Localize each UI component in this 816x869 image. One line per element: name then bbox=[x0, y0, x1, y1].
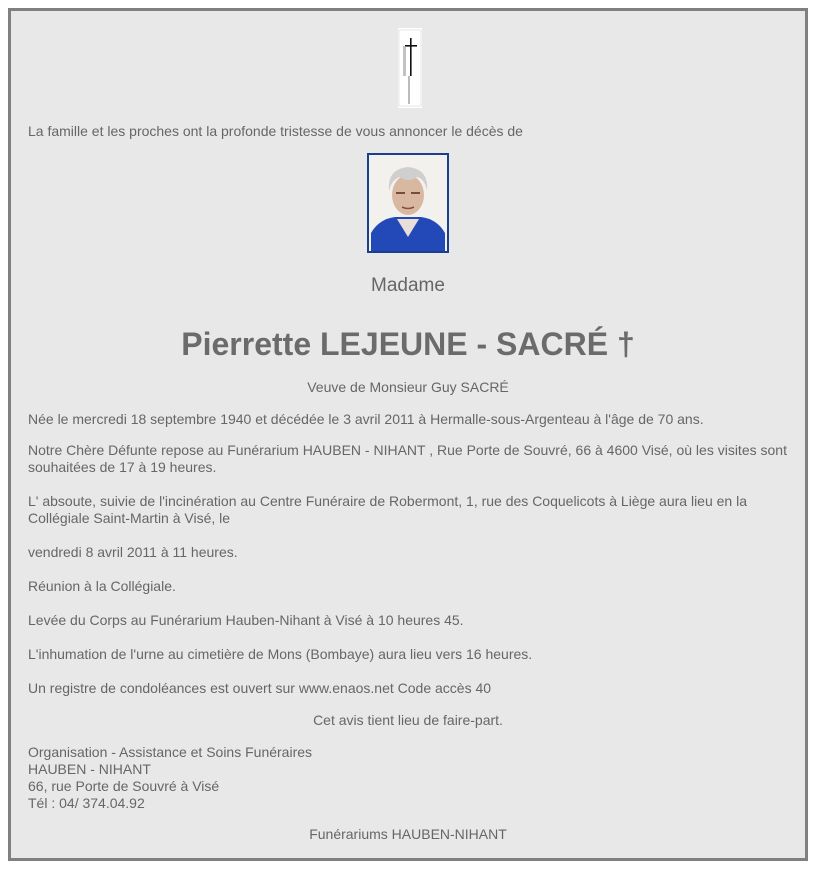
organisation-address: 66, rue Porte de Souvré à Visé bbox=[28, 778, 220, 794]
portrait-photo bbox=[367, 153, 449, 253]
obituary-card bbox=[8, 8, 808, 861]
honorific: Madame bbox=[371, 275, 445, 296]
widow-of: Veuve de Monsieur Guy SACRÉ bbox=[307, 379, 509, 395]
absoute-text: L' absoute, suivie de l'incinération au Centre Funéraire de Robermont, 1, rue des Coquelicots à Liège aura lieu en la Collégiale Saint-Martin à Visé, le bbox=[28, 493, 748, 526]
cross-logo bbox=[398, 28, 422, 108]
birth-death-text: Née le mercredi 18 septembre 1940 et décédée le 3 avril 2011 à Hermalle-sous-Argenteau à l'âge de 70 ans. bbox=[28, 411, 704, 427]
organisation-name: HAUBEN - NIHANT bbox=[28, 761, 151, 777]
faire-part-note: Cet avis tient lieu de faire-part. bbox=[313, 712, 503, 728]
ceremony-date-text: vendredi 8 avril 2011 à 11 heures. bbox=[28, 544, 238, 560]
portrait-image bbox=[369, 155, 447, 251]
rest-place-text: Notre Chère Défunte repose au Funérarium HAUBEN - NIHANT , Rue Porte de Souvré, 66 à 4600 Visé, où les visites sont souhaitées de 17 à 19 heures. bbox=[28, 442, 787, 475]
cross-icon bbox=[398, 28, 422, 108]
organisation-phone: Tél : 04/ 374.04.92 bbox=[28, 795, 145, 811]
intro-text: La famille et les proches ont la profonde tristesse de vous annoncer le décès de bbox=[28, 123, 523, 139]
inhumation-text: L'inhumation de l'urne au cimetière de Mons (Bombaye) aura lieu vers 16 heures. bbox=[28, 646, 533, 662]
levee-text: Levée du Corps au Funérarium Hauben-Nihant à Visé à 10 heures 45. bbox=[28, 612, 464, 628]
organisation-line: Organisation - Assistance et Soins Funéraires bbox=[28, 744, 313, 760]
organisation-block bbox=[28, 744, 788, 812]
footer-text: Funérariums HAUBEN-NIHANT bbox=[309, 826, 507, 842]
meeting-text: Réunion à la Collégiale. bbox=[28, 578, 176, 594]
condolences-text: Un registre de condoléances est ouvert sur www.enaos.net Code accès 40 bbox=[28, 680, 492, 696]
deceased-name: Pierrette LEJEUNE - SACRÉ † bbox=[181, 326, 635, 362]
